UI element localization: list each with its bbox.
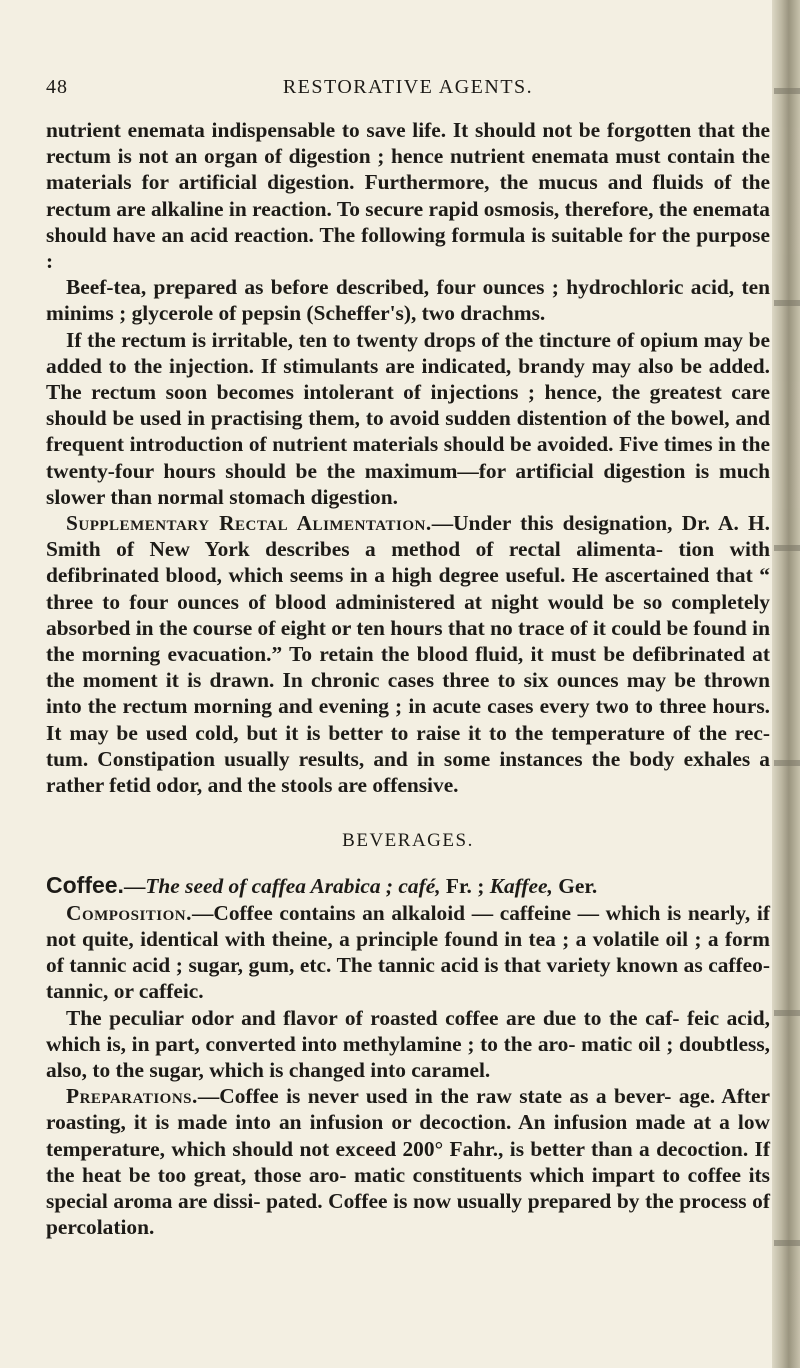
- paragraph-enemata: nutrient enemata indispensable to save life. It should not be forgotten that the rectum is not an organ of digestion ; hence nutrient enemata must contain the materials for artificial digestion. Furthermore, the mucus and fluids of the rectum are alkaline in reaction. To secure rapid osmosis, therefore, the enemata should have an acid reaction. The following formula is suitable for the purpose :: [46, 118, 770, 274]
- coffee-latin-name: The seed of caffea Arabica ;: [145, 874, 394, 899]
- coffee-german-abbr: Ger.: [552, 874, 598, 899]
- running-title: RESTORATIVE AGENTS.: [282, 76, 534, 98]
- page-number: 48: [46, 76, 68, 98]
- paragraph-composition: [46, 900, 770, 1005]
- paragraph-preparations: [46, 1083, 770, 1240]
- page-edge-shadow: [772, 0, 800, 1368]
- paragraph-odor-flavor: The peculiar odor and flavor of roasted coffee are due to the caf- feic acid, which is, in part, converted into methylamine ; to the aro- matic oil ; doubtless, also, to the sugar, which is changed into caramel.: [46, 1005, 770, 1082]
- body-text: [46, 117, 770, 1240]
- section-heading-beverages: BEVERAGES.: [342, 830, 474, 852]
- coffee-dash: —: [123, 874, 146, 899]
- running-head: [46, 76, 770, 100]
- run-in-heading-preparations: Preparations.: [66, 1084, 198, 1109]
- coffee-title: Coffee.: [46, 872, 124, 899]
- paragraph-supplementary-text: —Under this designation, Dr. A. H. Smith of New York describes a method of rectal alimenta- tion with defibrinated blood, which seems in a high degree useful. He ascertained that “ three to four ounces of blood administered at night would be so completely absorbed in the course of eight or ten hours that no trace of it could be found in the morning evacuation.” To retain the blood fluid, it must be defibrinated at the moment it is drawn. In chronic cases three to six ounces may be thrown into the rectum morning and evening ; in acute cases every two to three hours. It may be used cold, but it is better to raise it to the temperature of the rec- tum. Constipation usually results, and in some instances the body exhales a rather fetid odor, and the stools are offensive.: [46, 511, 770, 798]
- run-in-heading-supplementary: Supplementary Rectal Alimentation.: [66, 511, 432, 536]
- paragraph-preparations-text: —Coffee is never used in the raw state as a bever- age. After roasting, it is made into an infusion or decoction. An infusion made at a low temperature, which should not exceed 200° Fahr., is better than a decoction. If the heat be too great, those aro- matic constituents which impart to coffee its special aroma are dissi- pated. Coffee is now usually prepared by the process of percolation.: [46, 1084, 770, 1240]
- coffee-entry-heading: [46, 872, 770, 899]
- paragraph-composition-text: —Coffee contains an alkaloid — caffeine — which is nearly, if not quite, identical with theine, a principle found in tea ; a volatile oil ; a form of tannic acid ; sugar, gum, etc. The tannic acid is that variety known as caffeo-tannic, or caffeic.: [46, 900, 770, 1004]
- coffee-french-abbr: Fr. ;: [440, 874, 485, 899]
- paragraph-supplementary-alimentation: [46, 510, 770, 798]
- paragraph-formula: Beef-tea, prepared as before described, four ounces ; hydrochloric acid, ten minims ; glycerole of pepsin (Scheffer's), two drachms.: [46, 275, 770, 326]
- run-in-heading-composition: Composition.: [66, 900, 192, 925]
- coffee-german-name: Kaffee,: [489, 874, 553, 899]
- coffee-french-name: café,: [398, 874, 441, 899]
- paragraph-irritable-rectum: If the rectum is irritable, ten to twenty drops of the tincture of opium may be added to the injection. If stimulants are indicated, brandy may also be added. The rectum soon becomes intolerant of injections ; hence, the greatest care should be used in practising them, to avoid sudden distention of the bowel, and frequent introduction of nutrient materials should be avoided. Five times in the twenty-four hours should be the maximum—for artificial digestion is much slower than normal stomach digestion.: [46, 327, 770, 509]
